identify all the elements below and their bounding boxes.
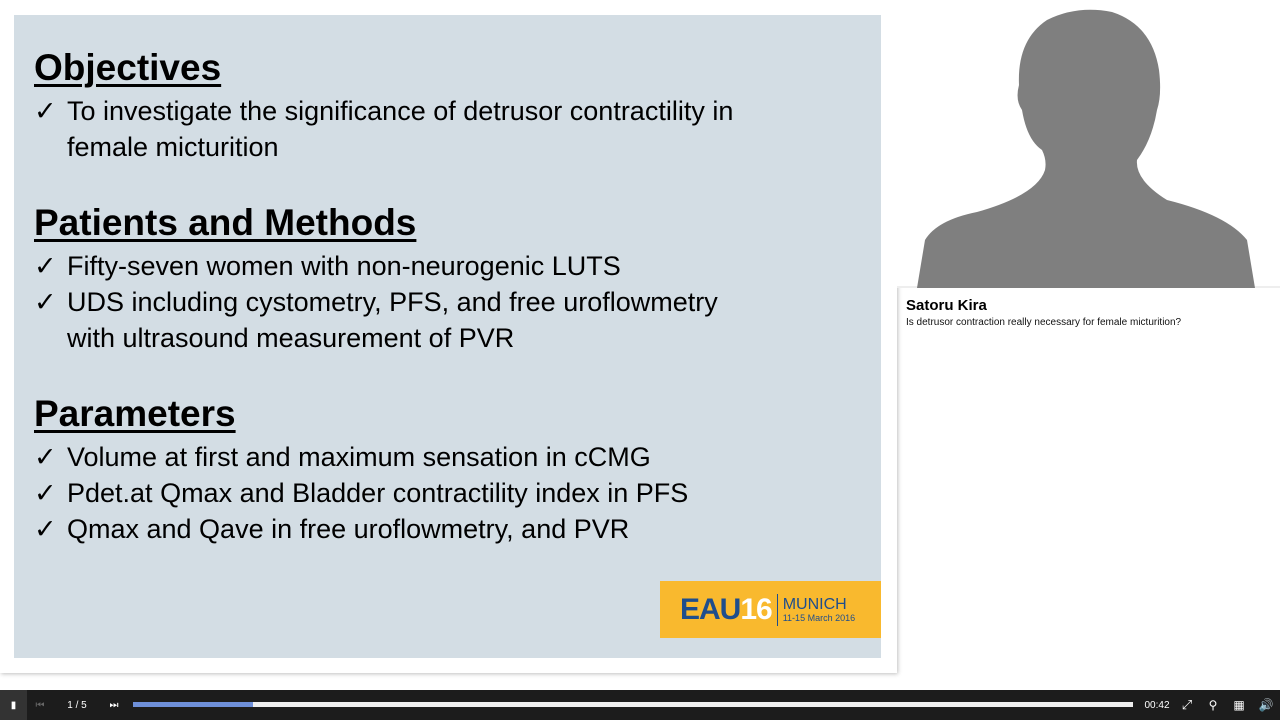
bullet-text: female micturition (67, 132, 279, 162)
check-icon: ✓ (34, 478, 57, 508)
slide (14, 15, 881, 658)
logo-eau: EAU (680, 592, 741, 626)
bullet-text: Pdet.at Qmax and Bladder contractility index in PFS (67, 478, 689, 508)
logo-dates: 11-15 March 2016 (782, 612, 856, 623)
page-indicator: 1 / 5 (67, 699, 87, 711)
check-icon: ✓ (34, 442, 57, 472)
bullet-text: Qmax and Qave in free uroflowmetry, and PVR (67, 514, 630, 544)
search-button[interactable] (1204, 690, 1222, 720)
check-icon: ✓ (34, 514, 57, 544)
layout-button[interactable] (1230, 690, 1248, 720)
player-controls (0, 690, 1280, 720)
expand-icon: ⤢ (1181, 697, 1193, 712)
bullet-text: To investigate the significance of detrusor contractility in (67, 96, 734, 126)
time-display: 00:42 (1144, 699, 1170, 711)
next-button[interactable] (104, 690, 124, 720)
bullet-text: Volume at first and maximum sensation in cCMG (67, 442, 651, 472)
skip-next-icon: ⏭ (109, 699, 119, 711)
logo-city: MUNICH (782, 595, 847, 613)
heading-objectives: Objectives (34, 47, 222, 88)
progress-bar[interactable] (133, 702, 1133, 707)
progress-fill (133, 702, 253, 707)
heading-parameters: Parameters (34, 393, 236, 434)
speaker-photo (897, 0, 1280, 288)
logo-number: 16 (740, 592, 772, 626)
bookmark-icon: ▮ (10, 699, 17, 711)
talk-title: Is detrusor contraction really necessary for female micturition? (906, 317, 1182, 328)
logo-divider (777, 594, 778, 626)
heading-patients-methods: Patients and Methods (34, 202, 417, 243)
check-icon: ✓ (34, 287, 57, 317)
check-icon: ✓ (34, 96, 57, 126)
bookmark-button[interactable] (0, 690, 27, 720)
check-icon: ✓ (34, 251, 57, 281)
bullet (34, 511, 629, 547)
bullet (34, 439, 651, 475)
bullet-text: Fifty-seven women with non-neurogenic LUTS (67, 251, 621, 281)
person-silhouette-icon (897, 0, 1280, 288)
bullet (34, 248, 621, 284)
eau16-logo (660, 581, 881, 638)
grid-icon: ▦ (1233, 698, 1245, 712)
speaker-name: Satoru Kira (906, 297, 987, 314)
bullet (34, 475, 688, 511)
bullet (34, 284, 718, 356)
bullet-text: with ultrasound measurement of PVR (67, 323, 515, 353)
bullet-text: UDS including cystometry, PFS, and free uroflowmetry (67, 287, 718, 317)
fullscreen-button[interactable] (1178, 690, 1196, 720)
previous-button[interactable] (30, 690, 50, 720)
volume-icon: 🔊 (1258, 698, 1274, 712)
bullet (34, 93, 733, 165)
search-icon: ⚲ (1208, 698, 1218, 712)
volume-button[interactable] (1257, 690, 1275, 720)
skip-previous-icon: ⏮ (35, 699, 45, 711)
